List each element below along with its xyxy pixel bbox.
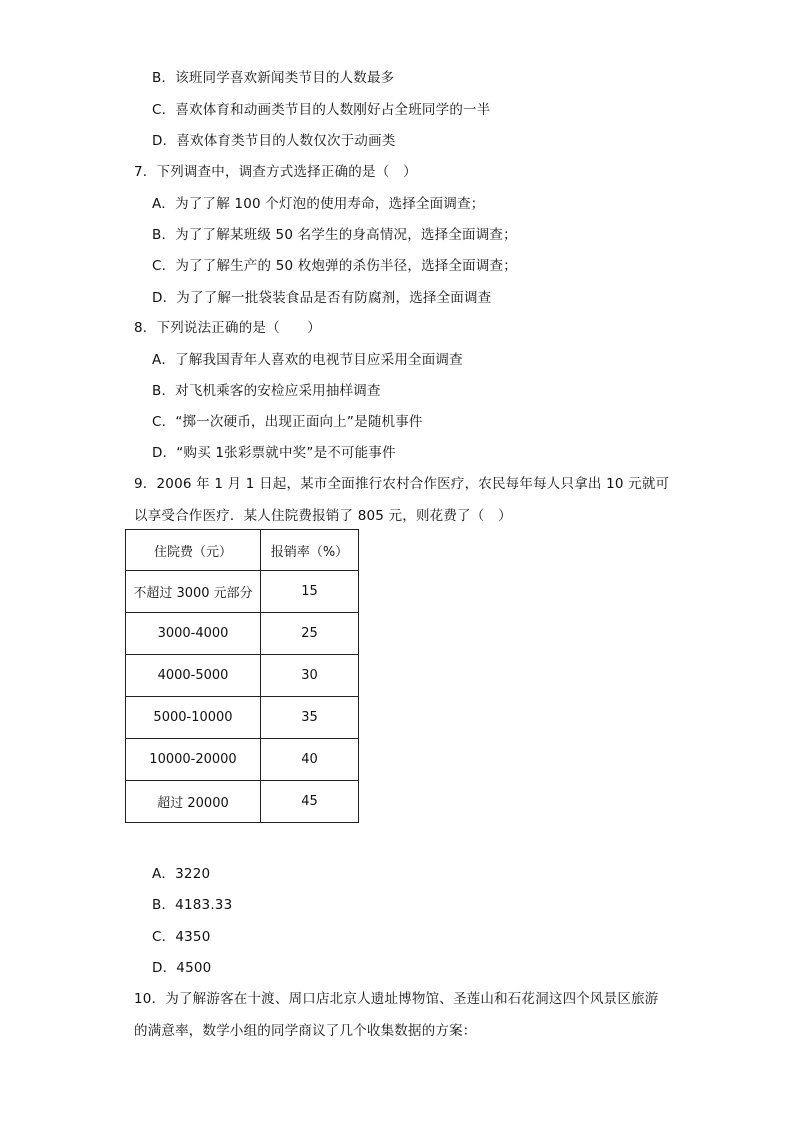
table-row <box>126 781 359 823</box>
q9-option-c: C．4350 <box>152 929 211 945</box>
table-row <box>126 655 359 697</box>
q7-option-d: D．为了了解一批袋装食品是否有防腐剂，选择全面调查 <box>152 290 492 306</box>
q9-option-b: B．4183.33 <box>152 897 233 913</box>
q10-stem-line1: 10．为了解游客在十渡、周口店北京人遗址博物馆、圣莲山和石花洞这四个风景区旅游 <box>134 991 659 1007</box>
table-row <box>126 613 359 655</box>
table-row <box>126 739 359 781</box>
q8-option-b: B．对飞机乘客的安检应采用抽样调查 <box>152 383 381 399</box>
q7-option-b: B．为了了解某班级 50 名学生的身高情况，选择全面调查； <box>152 227 517 243</box>
q8-option-a: A．了解我国青年人喜欢的电视节目应采用全面调查 <box>152 352 463 368</box>
reimbursement-table <box>125 529 359 823</box>
table-cell-fee: 5000-10000 <box>126 697 261 739</box>
table-header-row <box>126 530 359 571</box>
table-cell-fee: 10000-20000 <box>126 739 261 781</box>
table-cell-rate: 35 <box>261 697 359 739</box>
table-header-fee: 住院费（元） <box>126 530 261 571</box>
q6-option-c: C．喜欢体育和动画类节目的人数刚好占全班同学的一半 <box>152 102 491 118</box>
table-cell-rate: 40 <box>261 739 359 781</box>
q8-option-c: C．“掷一次硬币，出现正面向上”是随机事件 <box>152 414 423 430</box>
q9-option-a: A．3220 <box>152 866 211 882</box>
table-cell-fee: 不超过 3000 元部分 <box>126 571 261 613</box>
table-cell-rate: 15 <box>261 571 359 613</box>
q9-option-d: D．4500 <box>152 960 212 976</box>
q6-option-d: D．喜欢体育类节目的人数仅次于动画类 <box>152 133 396 149</box>
q8-option-d: D．“购买 1张彩票就中奖”是不可能事件 <box>152 445 396 461</box>
table-cell-fee: 3000-4000 <box>126 613 261 655</box>
table-cell-rate: 45 <box>261 781 359 823</box>
table-cell-rate: 30 <box>261 655 359 697</box>
q7-stem: 7．下列调查中，调查方式选择正确的是（ ） <box>134 164 417 180</box>
table-cell-fee: 4000-5000 <box>126 655 261 697</box>
q9-stem-line1: 9．2006 年 1 月 1 日起，某市全面推行农村合作医疗，农民每年每人只拿出 10 元就可 <box>134 476 670 492</box>
table-header-rate: 报销率（%） <box>261 530 359 571</box>
table-cell-fee: 超过 20000 <box>126 781 261 823</box>
q10-stem-line2: 的满意率，数学小组的同学商议了几个收集数据的方案： <box>134 1023 477 1039</box>
table-row <box>126 571 359 613</box>
q7-option-a: A．为了了解 100 个灯泡的使用寿命，选择全面调查； <box>152 196 485 212</box>
table-row <box>126 697 359 739</box>
q9-stem-line2: 以享受合作医疗．某人住院费报销了 805 元，则花费了（ ） <box>134 508 512 524</box>
q8-stem: 8．下列说法正确的是（ ） <box>134 320 321 336</box>
q6-option-b: B．该班同学喜欢新闻类节目的人数最多 <box>152 70 395 86</box>
table-cell-rate: 25 <box>261 613 359 655</box>
q7-option-c: C．为了了解生产的 50 枚炮弹的杀伤半径，选择全面调查； <box>152 258 517 274</box>
